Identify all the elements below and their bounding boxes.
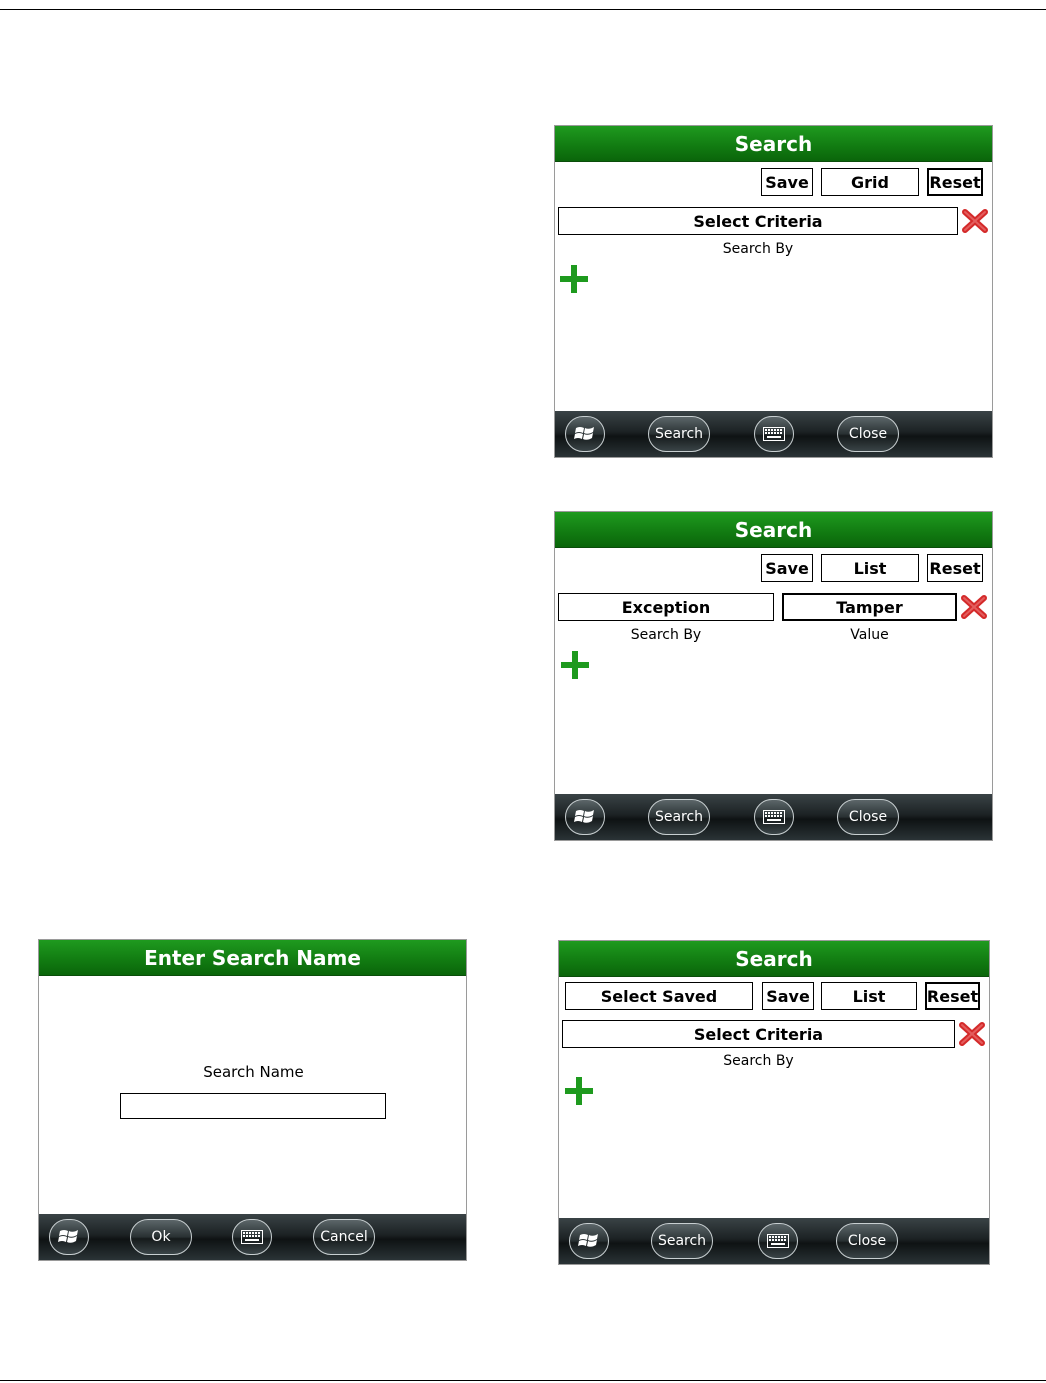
save-button[interactable]: Save	[761, 554, 813, 582]
value-caption: Value	[850, 627, 889, 643]
save-button[interactable]: Save	[761, 168, 813, 196]
screen-title: Search	[555, 126, 992, 162]
keyboard-button[interactable]	[754, 799, 794, 835]
keyboard-button[interactable]	[754, 416, 794, 452]
add-plus-icon[interactable]	[559, 649, 591, 681]
windows-start-icon	[574, 807, 596, 827]
page-top-rule	[0, 9, 1046, 10]
add-plus-icon[interactable]	[558, 263, 590, 295]
search-taskbar-button[interactable]: Search	[648, 799, 710, 835]
cancel-taskbar-button[interactable]: Cancel	[313, 1219, 375, 1255]
select-criteria-field[interactable]: Select Criteria	[562, 1020, 955, 1048]
list-view-button[interactable]: List	[821, 554, 919, 582]
list-view-button[interactable]: List	[821, 982, 917, 1010]
keyboard-icon	[763, 427, 785, 441]
remove-x-icon[interactable]	[958, 1020, 986, 1048]
add-plus-icon[interactable]	[563, 1075, 595, 1107]
windows-start-button[interactable]	[565, 799, 605, 835]
grid-view-button[interactable]: Grid	[821, 168, 919, 196]
search-by-caption: Search By	[723, 1053, 794, 1069]
select-criteria-field[interactable]: Select Criteria	[558, 207, 958, 235]
keyboard-button[interactable]	[758, 1223, 798, 1259]
search-by-caption: Search By	[722, 241, 794, 257]
close-taskbar-button[interactable]: Close	[837, 416, 899, 452]
close-taskbar-button[interactable]: Close	[836, 1223, 898, 1259]
enter-search-name-dialog	[38, 939, 467, 1261]
search-by-caption: Search By	[630, 627, 702, 643]
search-taskbar-button[interactable]: Search	[648, 416, 710, 452]
search-name-caption: Search Name	[203, 1063, 304, 1081]
windows-start-icon	[578, 1231, 600, 1251]
search-screen-list	[554, 511, 993, 841]
search-taskbar-button[interactable]: Search	[651, 1223, 713, 1259]
keyboard-icon	[241, 1230, 263, 1244]
keyboard-icon	[767, 1234, 789, 1248]
screen-title: Search	[555, 512, 992, 548]
dialog-title: Enter Search Name	[39, 940, 466, 976]
save-button[interactable]: Save	[762, 982, 814, 1010]
taskbar	[555, 794, 992, 840]
keyboard-icon	[763, 810, 785, 824]
remove-x-icon[interactable]	[961, 207, 989, 235]
taskbar	[555, 411, 992, 457]
page-bottom-rule	[0, 1380, 1046, 1381]
keyboard-button[interactable]	[232, 1219, 272, 1255]
taskbar	[559, 1218, 989, 1264]
windows-start-button[interactable]	[49, 1219, 89, 1255]
search-by-field[interactable]: Exception	[558, 593, 774, 621]
windows-start-button[interactable]	[565, 416, 605, 452]
taskbar	[39, 1214, 466, 1260]
value-field[interactable]: Tamper	[782, 593, 957, 621]
reset-button[interactable]: Reset	[927, 168, 983, 196]
reset-button[interactable]: Reset	[927, 554, 983, 582]
windows-start-icon	[58, 1227, 80, 1247]
search-screen-saved	[558, 940, 990, 1265]
screen-title: Search	[559, 941, 989, 977]
search-name-input[interactable]	[120, 1093, 386, 1119]
remove-x-icon[interactable]	[960, 593, 988, 621]
search-screen-grid	[554, 125, 993, 458]
windows-start-icon	[574, 424, 596, 444]
ok-taskbar-button[interactable]: Ok	[130, 1219, 192, 1255]
select-saved-button[interactable]: Select Saved	[565, 982, 753, 1010]
close-taskbar-button[interactable]: Close	[837, 799, 899, 835]
windows-start-button[interactable]	[569, 1223, 609, 1259]
reset-button[interactable]: Reset	[925, 982, 980, 1010]
